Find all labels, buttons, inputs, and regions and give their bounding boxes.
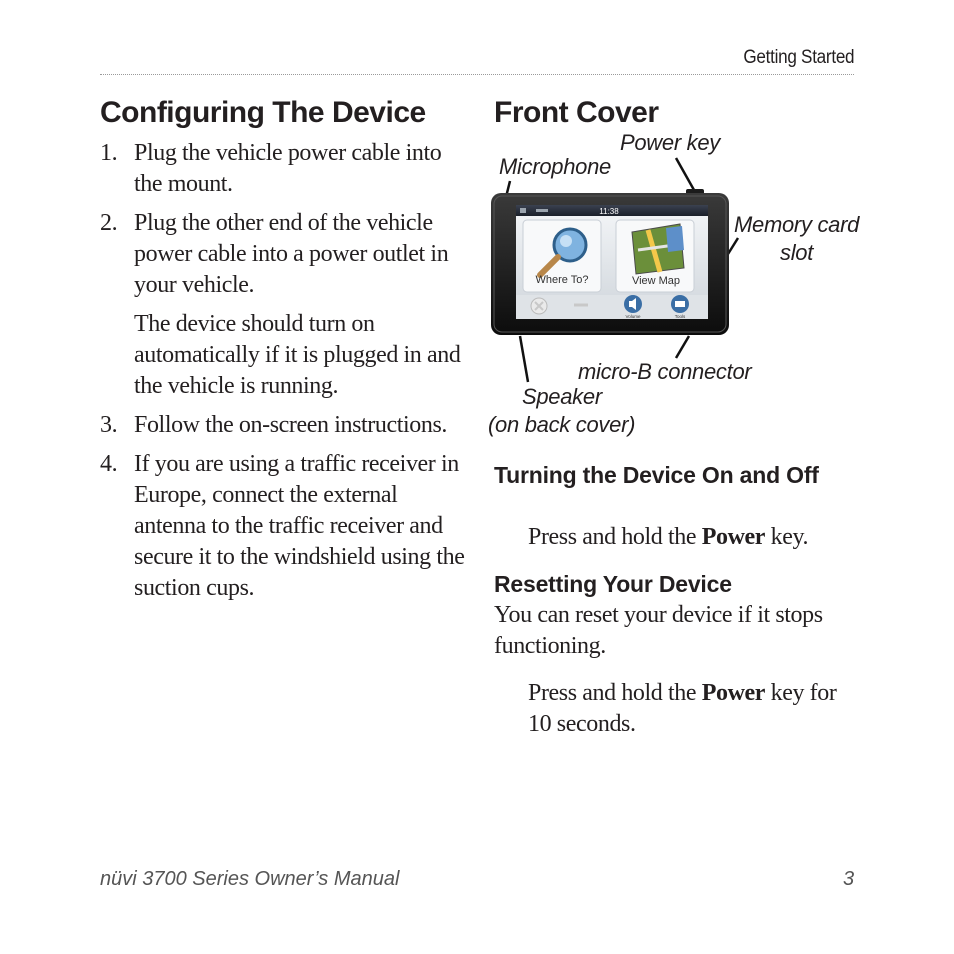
leader-speaker: [520, 336, 528, 382]
step-text: If you are using a traffic receiver in Europe, connect the external antenna to the traffic receiver and secure it to the windshield using the suction cups.: [134, 451, 465, 601]
instruction-text: key for 10 seconds.: [528, 680, 837, 737]
turning-on-title: Turning the Device On and Off: [494, 462, 819, 488]
instruction-text: Press and hold the: [528, 680, 702, 706]
callout-speaker-location: (on back cover): [488, 412, 636, 437]
callout-memory-card-slot: slot: [780, 240, 814, 265]
turning-on-instruction: [528, 522, 858, 553]
section-name: Getting Started: [743, 47, 854, 68]
view-map-label: View Map: [631, 275, 681, 287]
callout-micro-b-connector: micro-B connector: [578, 359, 752, 384]
front-cover-title: Front Cover: [494, 96, 659, 129]
step-text: Plug the vehicle power cable into the mount.: [134, 140, 442, 197]
callout-memory-card: Memory card: [734, 212, 860, 237]
power-key-label: Power: [701, 524, 766, 550]
step-number: 2.: [100, 210, 118, 236]
instruction-text: Press and hold the: [528, 524, 702, 550]
footer-manual-title: nüvi 3700 Series Owner’s Manual: [100, 868, 400, 890]
step-note: The device should turn on automatically if it is plugged in and the vehicle is running.: [134, 311, 461, 399]
step-number: 1.: [100, 140, 118, 166]
resetting-intro: You can reset your device if it stops functioning.: [494, 602, 823, 659]
callout-power-key: Power key: [620, 130, 721, 155]
configuring-title: Configuring The Device: [100, 96, 426, 129]
callout-speaker: Speaker: [522, 384, 602, 409]
step-number: 3.: [100, 412, 118, 438]
leader-micro-b: [676, 336, 689, 358]
footer-page-number: 3: [843, 868, 855, 890]
tools-label: Tools: [674, 314, 686, 319]
resetting-instruction: [528, 678, 854, 740]
resetting-title: Resetting Your Device: [494, 571, 732, 597]
status-time: 11:38: [599, 207, 619, 216]
power-key-label: Power: [701, 680, 766, 706]
where-to-label: Where To?: [535, 274, 589, 286]
step-text: Follow the on-screen instructions.: [134, 412, 448, 438]
leader-power-key: [676, 158, 694, 190]
step-number: 4.: [100, 451, 118, 477]
instruction-text: key.: [765, 524, 809, 550]
callout-microphone: Microphone: [499, 154, 611, 179]
volume-label: Volume: [625, 314, 641, 319]
step-text: Plug the other end of the vehicle power cable into a power outlet in your vehicle.: [134, 210, 449, 298]
leader-memory-card: [728, 238, 738, 254]
